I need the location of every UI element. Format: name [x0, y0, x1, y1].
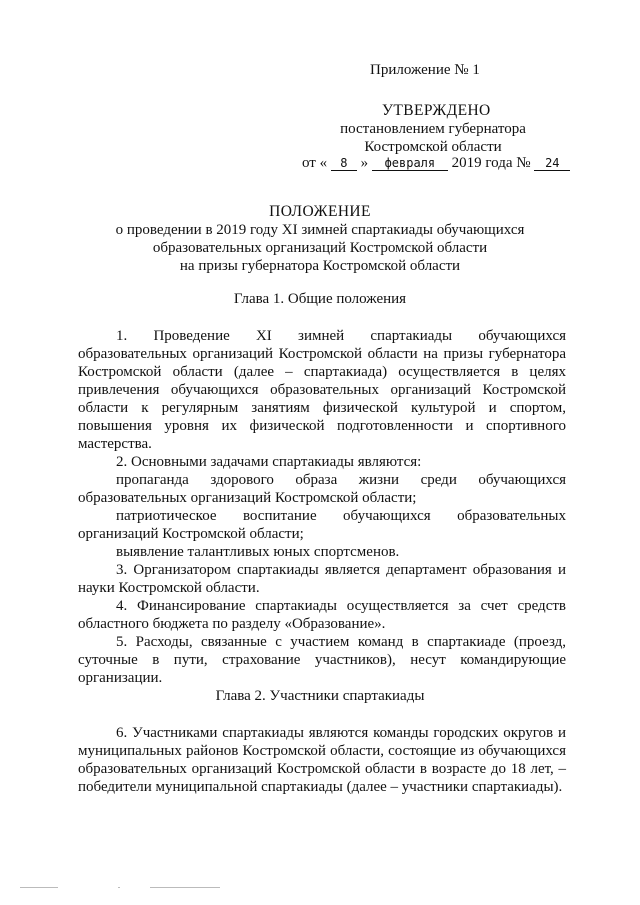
document-title: ПОЛОЖЕНИЕ	[269, 203, 371, 220]
appendix-label: Приложение № 1	[370, 62, 480, 78]
approved-stamp: УТВЕРЖДЕНО	[382, 102, 491, 119]
paragraph-1: 1. Проведение XI зимней спартакиады обучающихся образовательных организаций Костромской области на призы губернатора Костромской области (далее – спартакиада) осуществляется в целях привлечения обучающихся образовательных организаций Костромской области к регулярным занятиям физической культурой и спортом, повышения уровня их физической подготовленности и спортивного мастерства.	[78, 328, 566, 452]
chapter-2-heading: Глава 2. Участники спартакиады	[215, 688, 425, 704]
paragraph-5: 5. Расходы, связанные с участием команд в спартакиаде (проезд, суточные в пути, страхование участников), несут командирующие организации.	[78, 634, 566, 686]
decree-number: 24	[534, 156, 570, 171]
paragraph-2: 2. Основными задачами спартакиады являются:	[116, 454, 422, 470]
scan-mark	[20, 887, 58, 888]
paragraph-6: 6. Участниками спартакиады являются команды городских округов и муниципальных районов Костромской области, состоящие из обучающихся образовательных организаций Костромской области в возрасте до 18 лет, – победители муниципальной спартакиады (далее – участники спартакиады).	[78, 725, 566, 795]
date-month: февраля	[372, 156, 448, 171]
date-mid: »	[360, 155, 369, 171]
document-subtitle	[92, 221, 548, 275]
subtitle-line-3: на призы губернатора Костромской области	[179, 258, 461, 274]
scan-mark	[150, 887, 220, 888]
subtitle-line-2: образовательных организаций Костромской области	[152, 240, 488, 256]
approval-date-line	[302, 155, 570, 172]
subtitle-line-1: о проведении в 2019 году XI зимней спартакиады обучающихся	[115, 222, 525, 238]
date-day: 8	[331, 156, 357, 171]
scan-artifacts	[0, 883, 640, 891]
paragraph-2-item-b: патриотическое воспитание обучающихся образовательных организаций Костромской области;	[78, 508, 566, 542]
chapter-2-body	[78, 724, 566, 796]
scan-mark	[118, 887, 120, 888]
paragraph-4: 4. Финансирование спартакиады осуществляется за счет средств областного бюджета по разделу «Образование».	[78, 598, 566, 632]
paragraph-2-item-c: выявление талантливых юных спортсменов.	[116, 544, 400, 560]
paragraph-3: 3. Организатором спартакиады является департамент образования и науки Костромской области.	[78, 562, 566, 596]
paragraph-2-item-a: пропаганда здорового образа жизни среди обучающихся образовательных организаций Костромской области;	[78, 472, 566, 506]
chapter-1-body	[78, 327, 566, 687]
chapter-1-heading: Глава 1. Общие положения	[233, 291, 407, 307]
approved-by-line-2: Костромской области	[364, 139, 502, 155]
date-year: 2019 года №	[451, 155, 531, 171]
date-prefix: от «	[302, 155, 328, 171]
approved-by-line-1: постановлением губернатора	[340, 121, 526, 137]
approved-by	[338, 120, 528, 156]
